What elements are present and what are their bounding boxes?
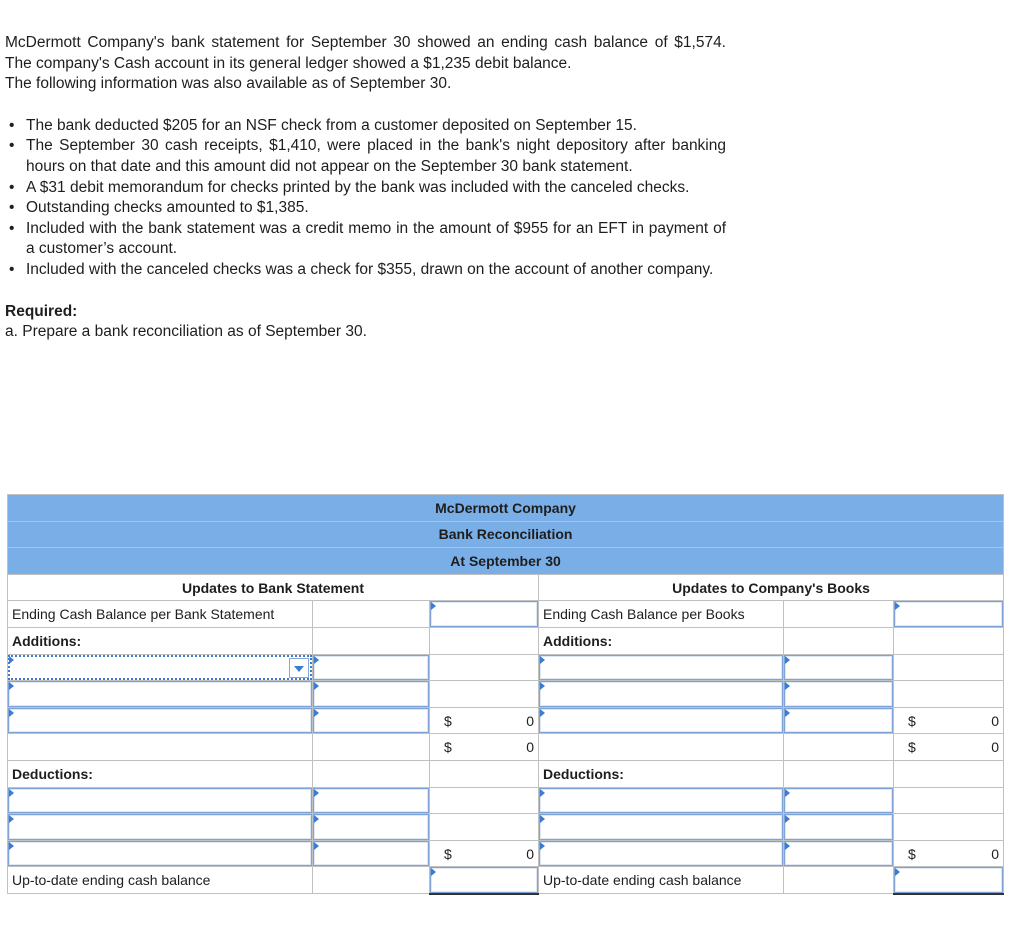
bullet-item: • Included with the canceled checks was a check for $355, drawn on the account of another company. <box>5 260 726 281</box>
books-ending-balance-input[interactable] <box>894 601 1004 628</box>
problem-bullet-list <box>5 116 726 281</box>
bank-deduction-2-select[interactable] <box>8 814 313 841</box>
books-ending-balance-label: Ending Cash Balance per Books <box>539 601 784 628</box>
books-addition-2-select[interactable] <box>539 681 784 708</box>
bullet-item: • The bank deducted $205 for an NSF check from a customer deposited on September 15. <box>5 116 726 137</box>
books-deductions-total: $ 0 <box>894 840 1004 867</box>
bank-addition-2-select[interactable] <box>8 681 313 708</box>
required-label: Required: <box>5 302 78 320</box>
chevron-down-icon[interactable] <box>289 658 309 678</box>
books-deduction-3-amount[interactable] <box>784 840 894 867</box>
bank-uptodate-balance-input[interactable] <box>430 867 539 894</box>
bank-ending-balance-label: Ending Cash Balance per Bank Statement <box>8 601 313 628</box>
bank-addition-3-amount[interactable] <box>313 707 430 734</box>
bank-deduction-1-amount[interactable] <box>313 787 430 814</box>
books-addition-3-amount[interactable] <box>784 707 894 734</box>
company-name: McDermott Company <box>8 495 1004 522</box>
bank-deduction-1-select[interactable] <box>8 787 313 814</box>
bullet-item: • Outstanding checks amounted to $1,385. <box>5 198 726 219</box>
bank-ending-balance-input[interactable] <box>430 601 539 628</box>
bank-addition-3-select[interactable] <box>8 707 313 734</box>
company-books-header: Updates to Company's Books <box>539 574 1004 601</box>
reconciliation-date: At September 30 <box>8 548 1004 575</box>
books-deduction-2-select[interactable] <box>539 814 784 841</box>
bank-deductions-label: Deductions: <box>8 760 313 787</box>
books-addition-3-select[interactable] <box>539 707 784 734</box>
problem-info-line: The following information was also available as of September 30. <box>5 75 452 93</box>
books-additions-label: Additions: <box>539 627 784 654</box>
books-addition-2-amount[interactable] <box>784 681 894 708</box>
bank-deduction-3-select[interactable] <box>8 840 313 867</box>
problem-intro: McDermott Company's bank statement for September 30 showed an ending cash balance of $1,574. The company's Cash account in its general ledger showed a $1,235 debit balance. <box>5 34 726 72</box>
bullet-icon: • <box>9 178 15 196</box>
problem-statement <box>5 33 726 343</box>
bank-additions-total: $ 0 <box>430 734 539 761</box>
books-deduction-1-select[interactable] <box>539 787 784 814</box>
bank-reconciliation-table <box>7 494 1004 895</box>
books-deduction-3-select[interactable] <box>539 840 784 867</box>
bank-statement-header: Updates to Bank Statement <box>8 574 539 601</box>
required-text: a. Prepare a bank reconciliation as of September 30. <box>5 323 367 341</box>
bank-addition-1-amount[interactable] <box>313 654 430 681</box>
bank-additions-label: Additions: <box>8 627 313 654</box>
bullet-icon: • <box>9 219 15 237</box>
bullet-item: • The September 30 cash receipts, $1,410, were placed in the bank's night depository after banking hours on that date and this amount did not appear on the September 30 bank statement. <box>9 137 726 175</box>
books-addition-1-amount[interactable] <box>784 654 894 681</box>
books-deduction-2-amount[interactable] <box>784 814 894 841</box>
bullet-icon: • <box>9 199 15 217</box>
books-addition-1-select[interactable] <box>539 654 784 681</box>
bank-deductions-total: $ 0 <box>430 840 539 867</box>
bank-additions-subtotal: $ 0 <box>430 707 539 734</box>
bank-addition-1-select[interactable] <box>8 654 313 681</box>
books-additions-subtotal: $ 0 <box>894 707 1004 734</box>
books-uptodate-label: Up-to-date ending cash balance <box>539 867 784 894</box>
bullet-icon: • <box>9 137 15 155</box>
books-additions-total: $ 0 <box>894 734 1004 761</box>
reconciliation-title: Bank Reconciliation <box>8 521 1004 548</box>
bank-addition-2-amount[interactable] <box>313 681 430 708</box>
books-deductions-label: Deductions: <box>539 760 784 787</box>
books-deduction-1-amount[interactable] <box>784 787 894 814</box>
bank-uptodate-label: Up-to-date ending cash balance <box>8 867 313 894</box>
bullet-item: • A $31 debit memorandum for checks printed by the bank was included with the canceled checks. <box>5 178 726 199</box>
books-uptodate-balance-input[interactable] <box>894 867 1004 894</box>
bullet-icon: • <box>9 116 15 134</box>
bullet-icon: • <box>9 260 15 278</box>
bank-deduction-2-amount[interactable] <box>313 814 430 841</box>
bullet-item: • Included with the bank statement was a credit memo in the amount of $955 for an EFT in payment of a customer’s account. <box>9 219 726 258</box>
bank-deduction-3-amount[interactable] <box>313 840 430 867</box>
